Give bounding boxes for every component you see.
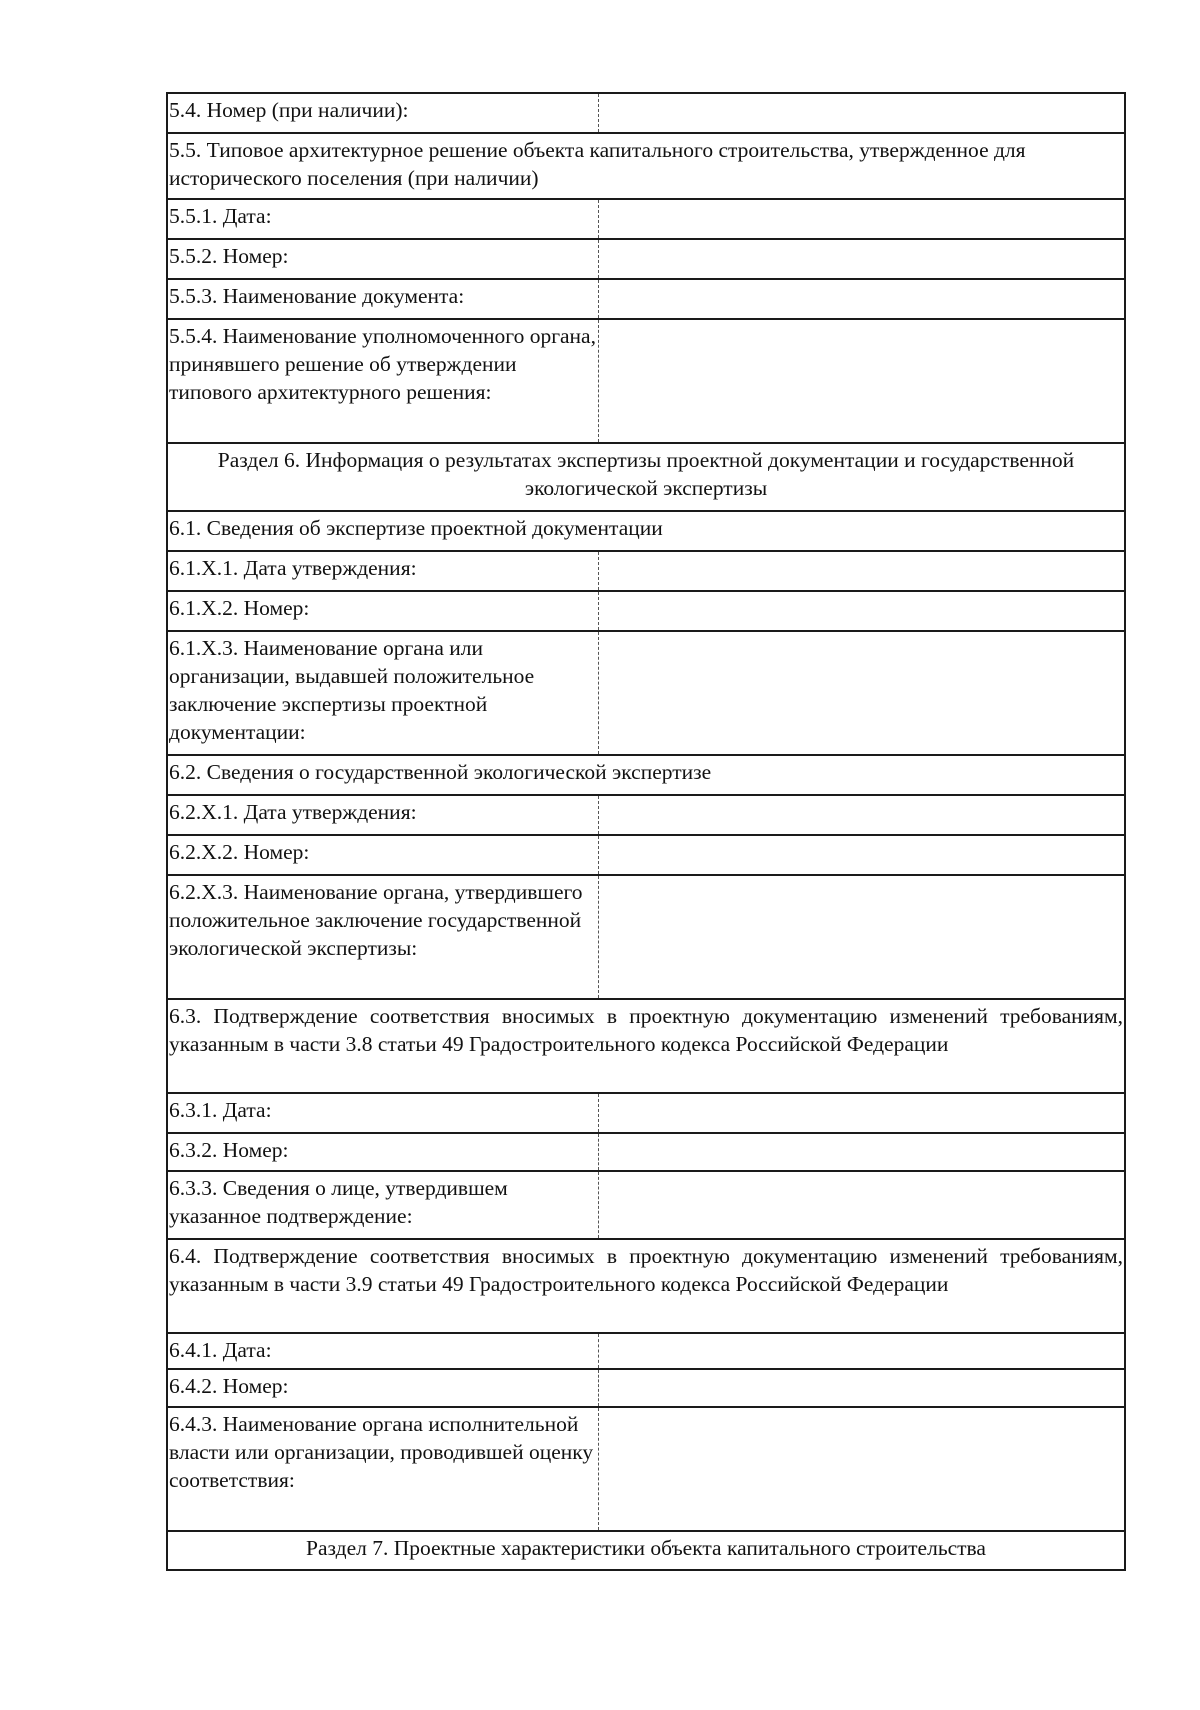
label-6-1-x-3: 6.1.X.3. Наименование органа или организации, выдавшей положительное заключение экспертизы проектной документации:: [168, 632, 599, 754]
value-5-5-2[interactable]: [599, 240, 1124, 278]
form-table: [166, 92, 1126, 1571]
row-6-1-x-3: [168, 632, 1124, 756]
label-6-2-x-1: 6.2.X.1. Дата утверждения:: [168, 796, 599, 834]
row-6-4: [168, 1240, 1124, 1334]
row-5-4: [168, 94, 1124, 134]
value-6-1-x-1[interactable]: [599, 552, 1124, 590]
row-5-5: [168, 134, 1124, 200]
label-6-2-x-3: 6.2.X.3. Наименование органа, утвердившего положительное заключение государственной экологической экспертизы:: [168, 876, 599, 998]
label-6-2-x-2: 6.2.X.2. Номер:: [168, 836, 599, 874]
row-5-5-2: [168, 240, 1124, 280]
row-5-5-3: [168, 280, 1124, 320]
label-6-3-3: 6.3.3. Сведения о лице, утвердившем указанное подтверждение:: [168, 1172, 599, 1238]
row-6-3-1: [168, 1094, 1124, 1134]
value-6-3-2[interactable]: [599, 1134, 1124, 1170]
value-6-1-x-2[interactable]: [599, 592, 1124, 630]
value-6-3-1[interactable]: [599, 1094, 1124, 1132]
row-6-2-x-2: [168, 836, 1124, 876]
label-5-5-2: 5.5.2. Номер:: [168, 240, 599, 278]
row-6-2-x-3: [168, 876, 1124, 1000]
label-6-4: 6.4. Подтверждение соответствия вносимых в проектную документацию изменений требованиям, указанным в части 3.9 статьи 49 Градостроительного кодекса Российской Федерации: [169, 1244, 1123, 1296]
value-6-4-3[interactable]: [599, 1408, 1124, 1530]
row-6-1-x-1: [168, 552, 1124, 592]
label-6-4-1: 6.4.1. Дата:: [168, 1334, 599, 1368]
label-6-3-2: 6.3.2. Номер:: [168, 1134, 599, 1170]
label-5-5-1: 5.5.1. Дата:: [168, 200, 599, 238]
label-6-4-2: 6.4.2. Номер:: [168, 1370, 599, 1406]
label-6-1-x-2: 6.1.X.2. Номер:: [168, 592, 599, 630]
row-5-5-1: [168, 200, 1124, 240]
row-6-2-x-1: [168, 796, 1124, 836]
section-6-heading: [168, 444, 1124, 512]
row-5-5-4: [168, 320, 1124, 444]
row-6-3-3: [168, 1172, 1124, 1240]
label-5-4: 5.4. Номер (при наличии):: [168, 94, 599, 132]
value-5-5-3[interactable]: [599, 280, 1124, 318]
label-6-2: 6.2. Сведения о государственной экологической экспертизе: [169, 760, 712, 784]
value-6-3-3[interactable]: [599, 1172, 1124, 1238]
label-6-3: 6.3. Подтверждение соответствия вносимых в проектную документацию изменений требованиям, указанным в части 3.8 статьи 49 Градостроительного кодекса Российской Федерации: [169, 1004, 1123, 1056]
section-7-heading: [168, 1532, 1124, 1569]
row-6-4-1: [168, 1334, 1124, 1370]
value-6-2-x-3[interactable]: [599, 876, 1124, 998]
value-5-5-1[interactable]: [599, 200, 1124, 238]
row-6-3-2: [168, 1134, 1124, 1172]
label-6-4-3: 6.4.3. Наименование органа исполнительной власти или организации, проводившей оценку соответствия:: [168, 1408, 599, 1530]
label-6-3-1: 6.3.1. Дата:: [168, 1094, 599, 1132]
value-6-4-2[interactable]: [599, 1370, 1124, 1406]
row-6-2: [168, 756, 1124, 796]
value-6-2-x-1[interactable]: [599, 796, 1124, 834]
label-5-5: 5.5. Типовое архитектурное решение объекта капитального строительства, утвержденное для исторического поселения (при наличии): [169, 138, 1026, 190]
value-6-2-x-2[interactable]: [599, 836, 1124, 874]
value-5-5-4[interactable]: [599, 320, 1124, 442]
section-7-title: Раздел 7. Проектные характеристики объекта капитального строительства: [306, 1536, 986, 1560]
row-6-1: [168, 512, 1124, 552]
label-5-5-3: 5.5.3. Наименование документа:: [168, 280, 599, 318]
row-6-1-x-2: [168, 592, 1124, 632]
row-6-3: [168, 1000, 1124, 1094]
label-6-1-x-1: 6.1.X.1. Дата утверждения:: [168, 552, 599, 590]
label-5-5-4: 5.5.4. Наименование уполномоченного органа, принявшего решение об утверждении типового архитектурного решения:: [168, 320, 599, 442]
value-6-1-x-3[interactable]: [599, 632, 1124, 754]
value-6-4-1[interactable]: [599, 1334, 1124, 1368]
row-6-4-2: [168, 1370, 1124, 1408]
row-6-4-3: [168, 1408, 1124, 1532]
label-6-1: 6.1. Сведения об экспертизе проектной документации: [169, 516, 663, 540]
value-5-4[interactable]: [599, 94, 1124, 132]
section-6-title: Раздел 6. Информация о результатах экспертизы проектной документации и государственной экологической экспертизы: [217, 448, 1075, 500]
